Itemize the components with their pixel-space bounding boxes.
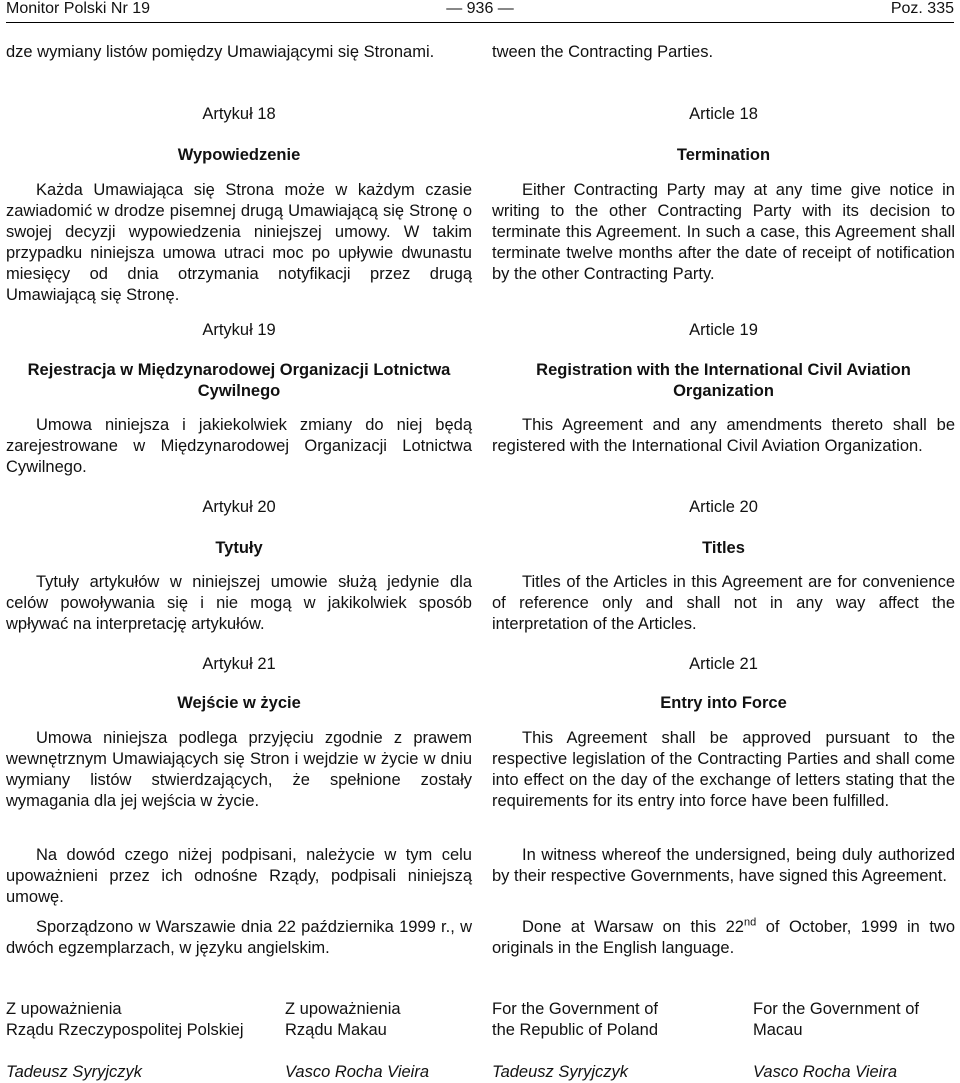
article-21-number: Article 21 [689, 655, 758, 673]
article-21-text: This Agreement shall be approved pursuant to the respective legislation of the Contracting Parties and shall come into effect on the day of the exchange of letters stating that the requirements for its entry into force have been fulfilled. [492, 729, 955, 810]
signatory-name: Tadeusz Syryjczyk [492, 1063, 629, 1081]
journal-title: Monitor Polski Nr 19 [6, 0, 151, 17]
article-21-number: Artykuł 21 [202, 655, 276, 673]
signature-government-line: Rządu Rzeczypospolitej Polskiej [6, 1021, 244, 1039]
article-18-text: Każda Umawiająca się Strona może w każdym czasie zawiadomić w drodze pisemnej drugą Umawiającą się Stronę o swojej decyzji wypowiedzenia niniejszej umowy. W takim przypadku niniejsza umowa utraci moc po upływie dwunastu miesięcy od dnia otrzymania notyfikacji przez drugą Umawiającą się Stronę. [6, 181, 472, 304]
article-19-title: Registration with the International Civil Aviation Organization [536, 361, 911, 400]
done-clause-start: Done at Warsaw on this 22 [522, 918, 744, 936]
signature-authority-line: Z upoważnienia [285, 1000, 401, 1018]
article-19-number: Article 19 [689, 321, 758, 339]
article-18-number: Article 18 [689, 105, 758, 123]
article-20-title: Titles [702, 539, 745, 557]
signatory-name: Vasco Rocha Vieira [285, 1063, 429, 1081]
done-clause-end: of October, 1999 in two originals in the English language. [492, 918, 955, 957]
signature-block-pl-poland [6, 999, 281, 1083]
article-20-number: Article 20 [689, 498, 758, 516]
article-18-text: Either Contracting Party may at any time give notice in writing to the other Contracting Party with its decision to terminate this Agreement. In such a case, this Agreement shall terminate twelve months after the date of receipt of notification by the other Contracting Party. [492, 181, 955, 283]
article-19-number: Artykuł 19 [202, 321, 276, 339]
article-19-text: Umowa niniejsza i jakiekolwiek zmiany do niej będą zarejestrowane w Międzynarodowej Organizacji Lotnictwa Cywilnego. [6, 416, 472, 476]
page-number: — 936 — [446, 0, 514, 17]
article-21-title: Wejście w życie [177, 694, 301, 712]
signature-government-line: Macau [753, 1021, 803, 1039]
article-19-text: This Agreement and any amendments thereto shall be registered with the International Civil Aviation Organization. [492, 416, 955, 455]
signature-government-line: Rządu Makau [285, 1021, 387, 1039]
article-18-title: Termination [676, 146, 771, 164]
done-clause: Sporządzono w Warszawie dnia 22 października 1999 r., w dwóch egzemplarzach, w języku angielskim. [6, 918, 472, 957]
signatory-name: Vasco Rocha Vieira [753, 1063, 897, 1081]
page-header [6, 0, 954, 22]
signature-block-en-macau [753, 999, 958, 1083]
witness-clause: Na dowód czego niżej podpisani, należycie w tym celu upoważnieni przez ich odnośne Rządy, podpisali niniejszą umowę. [6, 846, 472, 906]
article-21-title: Entry into Force [660, 694, 787, 712]
witness-clause: In witness whereof the undersigned, being duly authorized by their respective Governments, have signed this Agreement. [492, 846, 955, 885]
signature-authority-line: Z upoważnienia [6, 1000, 122, 1018]
article-18-number: Artykuł 18 [202, 105, 276, 123]
continuation-text: tween the Contracting Parties. [492, 43, 714, 61]
article-19-title: Rejestracja w Międzynarodowej Organizacji Lotnictwa Cywilnego [27, 361, 451, 400]
position-number: Poz. 335 [890, 0, 954, 17]
article-20-text: Titles of the Articles in this Agreement are for convenience of reference only and shall not in any way affect the interpretation of the Articles. [492, 573, 955, 633]
article-18-title: Wypowiedzenie [177, 146, 301, 164]
signature-government-line: the Republic of Poland [492, 1021, 659, 1039]
continuation-text: dze wymiany listów pomiędzy Umawiającymi się Stronami. [6, 43, 435, 61]
article-21-text: Umowa niniejsza podlega przyjęciu zgodnie z prawem wewnętrznym Umawiających się Stron i wejdzie w życie w dniu wymiany listów stwierdzających, że spełnione zostały wymagania dla jej wejścia w życie. [6, 729, 472, 810]
signature-authority-line: For the Government of [753, 1000, 919, 1018]
article-20-number: Artykuł 20 [202, 498, 276, 516]
signatory-name: Tadeusz Syryjczyk [6, 1063, 143, 1081]
signature-authority-line: For the Government of [492, 1000, 658, 1018]
header-rule [6, 22, 954, 23]
article-20-title: Tytuły [215, 539, 263, 557]
signature-block-en-poland [492, 999, 747, 1083]
done-clause [492, 917, 955, 959]
article-20-text: Tytuły artykułów w niniejszej umowie służą jedynie dla celów powoływania się i nie mogą w jakikolwiek sposób wpływać na interpretację artykułów. [6, 573, 472, 633]
signature-block-pl-macau [285, 999, 475, 1083]
ordinal-suffix: nd [743, 916, 757, 929]
